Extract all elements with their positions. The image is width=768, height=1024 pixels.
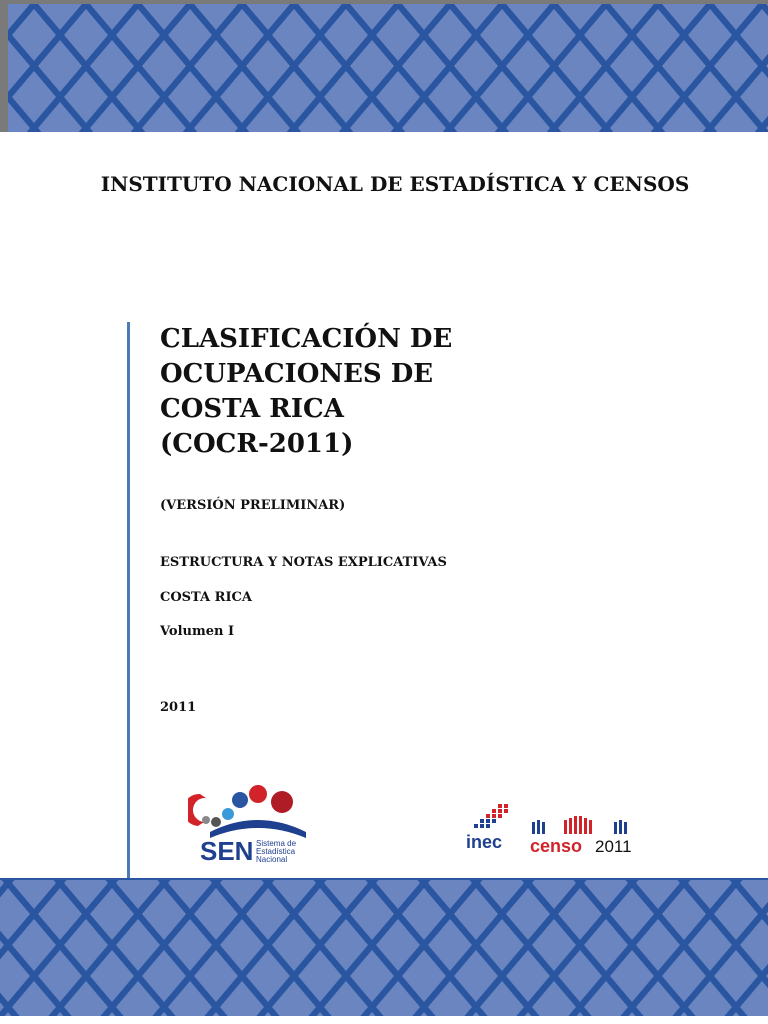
document-title	[160, 322, 452, 462]
sen-acronym: SEN	[200, 836, 254, 866]
censo-word: censo	[530, 836, 583, 856]
document-title-line: CLASIFICACIÓN DE	[160, 324, 453, 354]
top-decorative-band	[0, 0, 768, 132]
vertical-accent-line	[127, 322, 130, 880]
volume-label: Volumen I	[160, 624, 235, 639]
document-title-line: COSTA RICA	[160, 394, 344, 424]
year-label: 2011	[160, 700, 197, 715]
censo-logo-graphic	[528, 812, 636, 856]
censo-logo	[528, 812, 636, 856]
subtitle-label: ESTRUCTURA Y NOTAS EXPLICATIVAS	[160, 555, 447, 570]
censo-year: 2011	[595, 837, 632, 856]
bottom-decorative-band	[0, 878, 768, 1024]
institution-title: INSTITUTO NACIONAL DE ESTADÍSTICA Y CENSOS	[100, 172, 690, 196]
document-title-line: OCUPACIONES DE	[160, 359, 434, 389]
diamond-pattern-top	[0, 0, 768, 132]
inec-logo	[462, 800, 522, 856]
document-title-line: (COCR-2011)	[160, 429, 354, 459]
inec-logo-graphic	[462, 800, 522, 856]
diamond-pattern-bottom	[0, 878, 768, 1024]
inec-text: inec	[466, 832, 503, 852]
sen-line3: Nacional	[256, 855, 288, 864]
version-label: (VERSIÓN PRELIMINAR)	[160, 498, 346, 513]
sen-line2: Estadística	[256, 847, 296, 856]
sen-logo-graphic	[188, 784, 312, 868]
sen-line1: Sistema de	[256, 839, 297, 848]
sen-logo	[188, 784, 312, 868]
country-label: COSTA RICA	[160, 590, 252, 605]
